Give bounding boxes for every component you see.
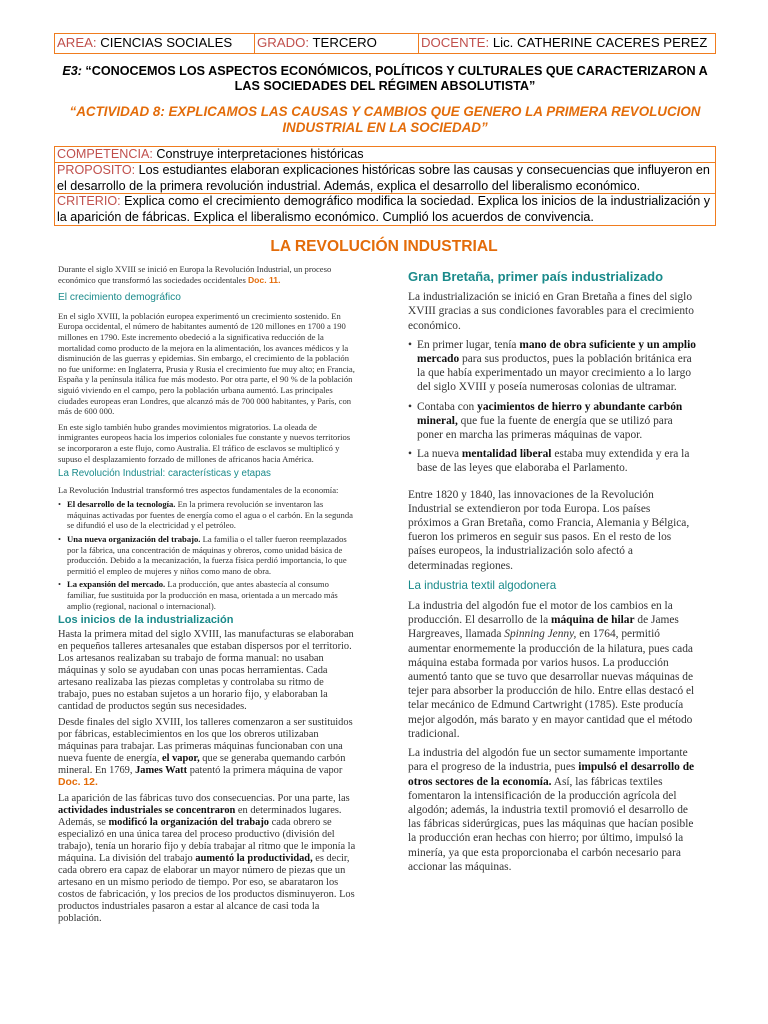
docente-value: Lic. CATHERINE CACERES PEREZ <box>492 35 708 50</box>
gb-b1-text-b: para sus productos, pues la población británica era la que había experimentado un mayor crecimiento a lo largo del siglo XVIII y poseía numerosas colonias de ultramar. <box>417 353 692 394</box>
bullet-icon: • <box>58 579 62 590</box>
tx-p1-text-b: de James Hargreaves, llamada <box>408 614 679 641</box>
heading-characteristics: La Revolución Industrial: características y etapas <box>58 468 271 480</box>
beginnings-paragraph-3 <box>58 793 356 925</box>
header-table <box>54 33 716 54</box>
area-value: CIENCIAS SOCIALES <box>100 35 233 50</box>
intro-doc-ref: Doc. 11. <box>247 274 281 285</box>
gb-b2-text-a: Contaba con <box>417 400 475 413</box>
p3-bold-1: actividades industriales se concentraron <box>58 804 236 816</box>
p2-bold-watt: James Watt <box>135 764 188 776</box>
bullet-1-text: En la primera revolución se inventaron las máquinas activadas por fuentes de energía como el agua o el carbón. En la segunda se difundió el uso de la electricidad y el petróleo. <box>67 499 353 531</box>
demo-paragraph-1: En el siglo XVIII, la población europea experimentó un crecimiento sostenido. En Europa occidental, el número de habitantes aumentó de 120 millones en 1700 a 190 millones en 1790. Este incremento obedeció a la significativa reducción de la mortalidad como producto de la mejora en la alimentación, los avances médicos y la disminución de las guerras y epidemias. Sin embargo, el crecimiento de la población no fue uniforme: en Inglaterra, Prusia y Rusia el crecimiento fue muy alto; en Francia, España y la península itálica fue más modesto. Por otra parte, el 90 % de la población siguió viviendo en el campo, pero la población urbana aumentó. Las principales ciudades europeas eran Londres, que alcanzó más de 700 000 habitantes, y París, con más de 600 000. <box>58 310 355 417</box>
experience-title <box>60 64 710 94</box>
p3-text-b: en determinados lugares. Además, se <box>58 804 342 828</box>
gb-b3-bold: mentalidad liberal <box>461 448 552 461</box>
tx-p2-text-a: La industria del algodón fue un sector sumamente importante para el progreso de la industria, pues <box>408 747 688 774</box>
criterio-value: Explica como el crecimiento demográfico modifica la sociedad. Explica los inicios de la industrialización y la aparición de fábricas. Explica el liberalismo económico. Cumplió los acuerdos de convivencia. <box>57 194 711 224</box>
p2-bold-vapor: el vapor, <box>161 752 200 764</box>
gb-b1-text-a: En primer lugar, tenía <box>417 338 517 351</box>
criterio-label: CRITERIO: <box>57 194 121 208</box>
p3-text-a: La aparición de las fábricas tuvo dos consecuencias. Por una parte, las <box>58 792 350 804</box>
gb-b1-bold: mano de obra suficiente y un amplio mercado <box>417 338 696 366</box>
right-column <box>408 270 696 874</box>
gb-b3-text-b: estaba muy extendida y era la base de las leyes que elaboraba el Parlamento. <box>417 448 690 475</box>
p2-text-c: patentó la primera máquina de vapor <box>189 764 343 776</box>
area-label: AREA: <box>57 35 97 50</box>
grado-label: GRADO: <box>257 35 310 50</box>
bullet-2-bold: Una nueva organización del trabajo. <box>67 534 201 545</box>
p2-doc-ref: Doc. 12. <box>58 776 98 788</box>
heading-great-britain: Gran Bretaña, primer país industrializado <box>408 269 664 284</box>
competencia-box <box>54 146 716 163</box>
experience-tag: E3: <box>62 64 82 78</box>
gb-b3-text-a: La nueva <box>417 448 460 461</box>
tx-p1-bold: máquina de hilar <box>550 614 635 627</box>
list-item <box>58 499 356 531</box>
p2-text-b: que se generaba quemando carbón mineral. En 1769, <box>58 752 346 776</box>
list-item <box>408 338 696 395</box>
demo-paragraph-2: En este siglo también hubo grandes movimientos migratorios. La oleada de inmigrantes europeos hacia los imperios coloniales fue constante y nuevos territorios se incorporaron a este flujo, como Australia. El tráfico de esclavos se multiplicó y supuso el desplazamiento forzado de millones de africanos hacia América. <box>58 421 351 464</box>
tx-p1-text-a: La industria del algodón fue el motor de los cambios en la producción. El desarrollo de la <box>408 600 673 627</box>
bullet-3-text: La producción, que antes abastecía al consumo familiar, fue sustituida por la producción en masa, orientada a un mercado más amplio (regional, nacional o internacional). <box>67 579 338 611</box>
bullet-1-bold: El desarrollo de la tecnología. <box>67 499 176 510</box>
proposito-value: Los estudiantes elaboran explicaciones históricas sobre las causas y consecuencias que influyeron en el desarrollo de la primera revolución industrial. Además, explica el desarrollo del liberalismo económico. <box>57 163 710 193</box>
p2-text-a: Desde finales del siglo XVIII, los talleres comenzaron a ser sustituidos por fábricas, establecimientos en los que los obreros utilizaban máquinas para trabajar. Las primeras máquinas funcionaban con una nueva fuente de energía, <box>58 716 353 764</box>
intro-text: Durante el siglo XVIII se inició en Europa la Revolución Industrial, un proceso económico que transformó las sociedades occidentales <box>58 264 332 285</box>
list-item <box>408 447 696 475</box>
beginnings-paragraph-2 <box>58 717 356 789</box>
intro-paragraph <box>58 264 356 285</box>
tx-p2-bold: impulsó el desarrollo de otros sectores de la economía. <box>408 761 695 788</box>
p3-text-c: cada obrero se especializó en una única tarea del proceso productivo (división del trabajo), tenía un horario fijo y debía trabajar al ritmo que le imponía la máquina. La división del trabajo <box>58 816 356 864</box>
bullet-icon: • <box>58 499 62 510</box>
p3-text-d: es decir, cada obrero era capaz de elaborar un mayor número de piezas que un artesano en un mismo periodo de tiempo. Por eso, se abarataron los costos de fabricación, y los precios de los productos disminuyeron. Los productos industriales pasaron a estar al alcance de casi toda la población. <box>58 852 355 924</box>
area-cell <box>55 34 255 53</box>
gb-paragraph-2: Entre 1820 y 1840, las innovaciones de la Revolución Industrial se extendieron por toda Europa. Los países próximos a Gran Bretaña, como Francia, Alemania y Bélgica, fueron los primeros en seguir sus pasos. En el resto de los países europeos, la industrialización solo afectó a determinadas regiones. <box>408 488 690 572</box>
list-item <box>408 400 696 443</box>
p3-bold-3: aumentó la productividad, <box>195 852 313 864</box>
grado-cell <box>255 34 419 53</box>
left-column <box>58 264 356 925</box>
activity-title: “ACTIVIDAD 8: EXPLICAMOS LAS CAUSAS Y CAMBIOS QUE GENERO LA PRIMERA REVOLUCION INDUSTRIAL EN LA SOCIEDAD” <box>69 104 701 135</box>
section-title: LA REVOLUCIÓN INDUSTRIAL <box>270 238 498 255</box>
docente-label: DOCENTE: <box>421 35 490 50</box>
grado-value: TERCERO <box>312 35 377 50</box>
list-item <box>58 534 356 576</box>
tx-p1-italic: Spinning Jenny, <box>504 628 577 641</box>
heading-textile: La industria textil algodonera <box>408 578 557 592</box>
gb-b2-bold: yacimientos de hierro y abundante carbón mineral, <box>417 400 683 427</box>
characteristics-intro: La Revolución Industrial transformó tres aspectos fundamentales de la economía: <box>58 484 339 495</box>
tx-p2-text-b: Así, las fábricas textiles fomentaron la intensificación de la producción agrícola del algodón; además, la industria textil promovió el desarrollo de las fábricas siderúrgicas, pues las máquinas que hacían posible la producción eran hechas con hierro; por último, impulsó la minería, ya que esta proporcionaba el carbón necesario para accionar las máquinas. <box>408 775 694 873</box>
bullet-icon: • <box>408 400 412 413</box>
bullet-icon: • <box>58 534 62 545</box>
textile-paragraph-2 <box>408 746 696 874</box>
gb-b2-text-b: que fue la fuente de energía que se utilizó para poner en marcha las primeras máquinas de vapor. <box>417 414 673 442</box>
competencia-label: COMPETENCIA: <box>57 147 153 161</box>
tx-p1-text-c: en 1764, permitió aumentar enormemente la producción de la hilatura, pues cada máquina estaba formada por varios husos. La producción aumentó tanto que se tuvo que desarrollar nuevas máquinas de tejer para absorber la producción de hilo. Entre ellas destacó el telar mecánico de Edmund Cartwright (1785). Este producía mejor algodón, más barato y en mayor cantidad que el método tradicional. <box>408 628 695 740</box>
bullet-icon: • <box>408 448 412 461</box>
competencia-value: Construye interpretaciones históricas <box>156 147 364 161</box>
heading-demographic: El crecimiento demográfico <box>58 292 181 304</box>
list-item <box>58 579 356 611</box>
beginnings-paragraph-1: Hasta la primera mitad del siglo XVIII, las manufacturas se elaboraban en pequeños talleres artesanales que estaban dispersos por el territorio. Los artesanos realizaban su trabajo de forma manual: no usaban máquinas y solo se ayudaban con unas pocas herramientas. Cada artesano realizaba las piezas completas y controlaba su ritmo de trabajo, pues no estaban sujetos a un horario fijo, y elaboraban la cantidad de productos según sus necesidades. <box>58 628 354 712</box>
proposito-box <box>54 162 716 194</box>
p3-bold-2: modificó la organización del trabajo <box>108 816 269 828</box>
gb-intro: La industrialización se inició en Gran Bretaña a fines del siglo XVIII gracias a sus condiciones favorables para el crecimiento económico. <box>408 291 694 332</box>
bullet-icon: • <box>408 338 412 351</box>
heading-beginnings: Los inicios de la industrialización <box>58 614 234 627</box>
proposito-label: PROPOSITO: <box>57 163 136 177</box>
textile-paragraph-1 <box>408 599 696 741</box>
criterio-box <box>54 193 716 226</box>
bullet-2-text: La familia o el taller fueron reemplazados por la fábrica, una concentración de máquinas y obreros, como unidad básica de producción. Debido a la mecanización, la fuerza física perdió importancia, lo que permitió el empleo de mujeres y niños como mano de obra. <box>67 534 347 576</box>
docente-cell <box>419 34 713 53</box>
bullet-3-bold: La expansión del mercado. <box>67 579 166 590</box>
experience-text: “CONOCEMOS LOS ASPECTOS ECONÓMICOS, POLÍTICOS Y CULTURALES QUE CARACTERIZARON A LAS SOCIEDADES DEL RÉGIMEN ABSOLUTISTA” <box>85 64 708 93</box>
